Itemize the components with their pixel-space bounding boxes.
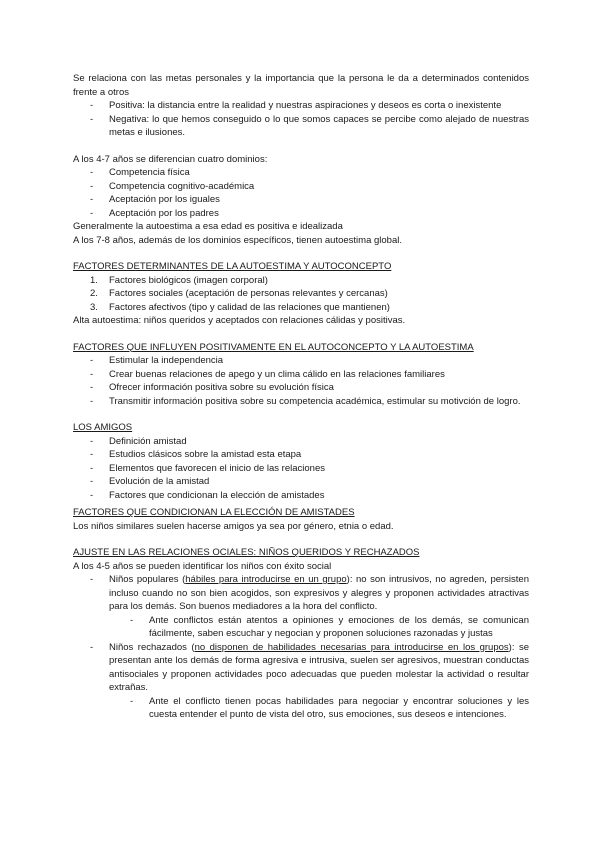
list-item: - Niños populares (hábiles para introducirse en un grupo): no son intrusivos, no agreden, persisten incluso cuando no son bien acogidos, son expresivos y alegres y proponen actividades atractivas para los demás. Son buenos mediadores a la hora del conflicto.	[73, 573, 529, 614]
section-heading: FACTORES QUE CONDICIONAN LA ELECCIÓN DE AMISTADES	[73, 507, 355, 518]
list-item: 3. Factores afectivos (tipo y calidad de las relaciones que mantienen)	[90, 301, 390, 313]
section-heading: FACTORES QUE INFLUYEN POSITIVAMENTE EN EL AUTOCONCEPTO Y LA AUTOESTIMA	[73, 341, 474, 353]
dominios-intro: A los 4-7 años se diferencian cuatro dominios:	[73, 153, 268, 165]
factores-determinantes-list	[73, 274, 529, 315]
ajuste-intro: A los 4-5 años se pueden identificar los niños con éxito social	[73, 560, 332, 572]
list-item: - Competencia cognitivo-académica	[73, 180, 529, 194]
factores-positivos-list	[73, 354, 529, 408]
autoestima-types-list	[73, 99, 529, 140]
dominios-note: Generalmente la autoestima a esa edad es positiva e idealizada	[73, 221, 343, 232]
populares-sublist	[73, 614, 529, 641]
section-heading: LOS AMIGOS	[73, 422, 133, 433]
list-item: - Factores que condicionan la elección de amistades	[73, 489, 529, 503]
list-item: - Aceptación por los iguales	[73, 193, 529, 207]
alta-autoestima-note: Alta autoestima: niños queridos y aceptados con relaciones cálidas y positivas.	[73, 315, 406, 326]
section-heading: FACTORES DETERMINANTES DE LA AUTOESTIMA Y AUTOCONCEPTO	[73, 261, 392, 272]
list-item: - Estudios clásicos sobre la amistad esta etapa	[73, 448, 529, 462]
rechazados-sublist	[73, 695, 529, 722]
list-item: - Positiva: la distancia entre la realidad y nuestras aspiraciones y deseos es corta o inexistente	[73, 99, 529, 113]
list-item: - Niños rechazados (no disponen de habilidades necesarias para introducirse en los grupos): se presentan ante los demás de forma agresiva e intrusiva, suelen ser agresivos, muestran conductas antisociales y proponen actividades poco adecuadas que pueden molestar la actividad o resultar extrañas.	[73, 641, 529, 695]
list-item: - Competencia física	[73, 166, 529, 180]
list-item: - Crear buenas relaciones de apego y un clima cálido en las relaciones familiares	[73, 368, 529, 382]
dominios-list	[73, 166, 529, 220]
list-item: - Aceptación por los padres	[73, 207, 529, 221]
list-item: - Transmitir información positiva sobre su competencia académica, estimular su motivción de logro.	[73, 395, 529, 409]
list-item: 2. Factores sociales (aceptación de personas relevantes y cercanas)	[90, 288, 388, 299]
document-content	[73, 72, 529, 722]
list-item: - Ante el conflicto tienen pocas habilidades para negociar y encontrar soluciones y les cuesta entender el punto de vista del otro, sus emociones, sus deseos e intenciones.	[73, 695, 529, 722]
list-item: - Ante conflictos están atentos a opiniones y emociones de los demás, se comunican fácilmente, saben escuchar y negocian y proponen soluciones razonadas y justas	[73, 614, 529, 641]
list-item: - Estimular la independencia	[73, 354, 529, 368]
list-item: 1. Factores biológicos (imagen corporal)	[90, 274, 268, 286]
list-item: - Negativa: lo que hemos conseguido o lo que somos capaces se percibe como alejado de nuestras metas e ilusiones.	[73, 113, 529, 140]
list-item: - Evolución de la amistad	[73, 475, 529, 489]
ajuste-list	[73, 573, 529, 614]
list-item: - Definición amistad	[73, 435, 529, 449]
intro-paragraph: Se relaciona con las metas personales y la importancia que la persona le da a determinados contenidos frente a otros	[73, 73, 529, 98]
list-item: - Elementos que favorecen el inicio de las relaciones	[73, 462, 529, 476]
amigos-list	[73, 435, 529, 503]
eleccion-text: Los niños similares suelen hacerse amigos ya sea por género, etnia o edad.	[73, 520, 394, 532]
dominios-note: A los 7-8 años, además de los dominios específicos, tienen autoestima global.	[73, 234, 402, 246]
ajuste-list	[73, 641, 529, 695]
list-item: - Ofrecer información positiva sobre su evolución física	[73, 381, 529, 395]
section-heading: AJUSTE EN LAS RELACIONES OCIALES: NIÑOS QUERIDOS Y RECHAZADOS	[73, 547, 420, 558]
